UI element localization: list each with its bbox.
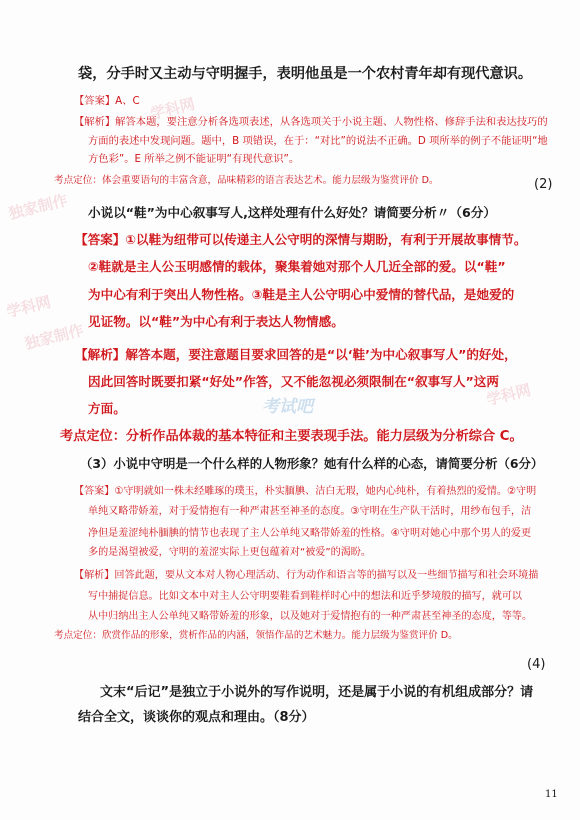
analysis-line: 从中归纳出主人公单纯又略带娇羞的形象，以及她对于爱情抱有的一种严肃甚至神圣的态度，等等。 bbox=[88, 611, 533, 622]
exam-point-line: 考点定位：欣赏作品的形象，赏析作品的内涵，领悟作品的艺术魅力。能力层级为鉴赏评价 D。 bbox=[54, 630, 458, 641]
question-continuation: 袋，分手时又主动与守明握手，表明他虽是一个农村青年却有现代意识。 bbox=[78, 66, 533, 82]
watermark-logo: 考试吧 bbox=[262, 397, 313, 417]
exam-point-line: 考点定位：体会重要语句的丰富含意，品味精彩的语言表达艺术。能力层级为鉴赏评价 D。 bbox=[54, 175, 439, 186]
watermark-stamp: 学科网 bbox=[4, 292, 53, 322]
watermark-stamp: 学科网 bbox=[484, 380, 533, 410]
exam-point-line: 考点定位：分析作品体裁的基本特征和主要表现手法。能力层级为分析综合 C。 bbox=[60, 429, 523, 444]
page-number: 11 bbox=[545, 789, 558, 800]
analysis-line: 方面的表述中发现问题。题中，B 项错误，在于：“对比”的说法不正确。D 项所举的例子不能证明“地 bbox=[88, 135, 548, 147]
answer-line: 【答案】①以鞋为纽带可以传递主人公守明的深情与期盼，有利于开展故事情节。 bbox=[75, 232, 527, 247]
question-prompt: （3）小说中守明是一个什么样的人物形象？她有什么样的心态，请简要分析（6分） bbox=[80, 456, 544, 471]
analysis-line: 【解析】回答此题，要从文本对人物心理活动、行为动作和语言等的描写以及一些细节描写和社会环境描 bbox=[74, 570, 539, 581]
answer-line: 【答案】①守明就如一株未经雕琢的璞玉，朴实腼腆、洁白无瑕，她内心纯朴，有着热烈的爱情。②守明 bbox=[74, 486, 537, 497]
analysis-line: 【解析】解答本题，要注意题目要求回答的是“以‘鞋’为中心叙事写人”的好处， bbox=[75, 347, 517, 362]
analysis-line: 方面。 bbox=[88, 401, 126, 416]
answer-line: 单纯又略带娇羞，对于爱情抱有一种严肃甚至神圣的态度。③守明在生产队干活时，用纱布包手，洁 bbox=[88, 506, 532, 517]
question-prompt: 文末“后记”是独立于小说外的写作说明，还是属于小说的有机组成部分？请 bbox=[100, 685, 534, 700]
question-number: (4) bbox=[527, 657, 546, 672]
analysis-line: 【解析】解答本题，要注意分析各选项表述，从各选项关于小说主题、人物性格、修辞手法和表达技巧的 bbox=[74, 116, 548, 128]
answer-line: 见证物。以“鞋”为中心有利于表达人物情感。 bbox=[88, 314, 344, 329]
answer-line: 【答案】A、C bbox=[74, 95, 140, 107]
analysis-line: 方色彩”。E 所举之例不能证明“有现代意识”。 bbox=[88, 153, 300, 165]
answer-line: 多的是渴望被爱，守明的羞涩实际上更包蕴着对“被爱”的渴盼。 bbox=[88, 547, 371, 558]
answer-line: 净但是羞涩纯朴腼腆的情节也表现了主人公单纯又略带娇羞的性格。④守明对她心中那个男人的爱更 bbox=[88, 528, 532, 539]
watermark-stamp: 独家制作 bbox=[22, 320, 86, 353]
analysis-line: 写中捕捉信息。比如文本中对主人公守明要鞋看到鞋样时心中的想法和近乎梦境般的描写，就可以 bbox=[88, 591, 523, 602]
answer-line: 为中心有利于突出人物性格。③鞋是主人公守明心中爱情的替代品，是她爱的 bbox=[88, 287, 515, 302]
question-prompt: 结合全文，谈谈你的观点和理由。（8分） bbox=[78, 710, 315, 725]
question-number: (2) bbox=[534, 177, 553, 192]
question-prompt: 小说以“鞋”为中心叙事写人,这样处理有什么好处？请简要分析〃（6分） bbox=[88, 205, 496, 220]
watermark-stamp: 独家制作 bbox=[6, 190, 70, 223]
watermark-stamp: 学科网 bbox=[148, 94, 197, 124]
answer-line: ②鞋就是主人公玉明感情的载体，聚集着她对那个人几近全部的爱。以“鞋” bbox=[88, 259, 506, 274]
analysis-line: 因此回答时既要扣紧“好处”作答，又不能忽视必须限制在“叙事写人”这两 bbox=[88, 374, 499, 389]
